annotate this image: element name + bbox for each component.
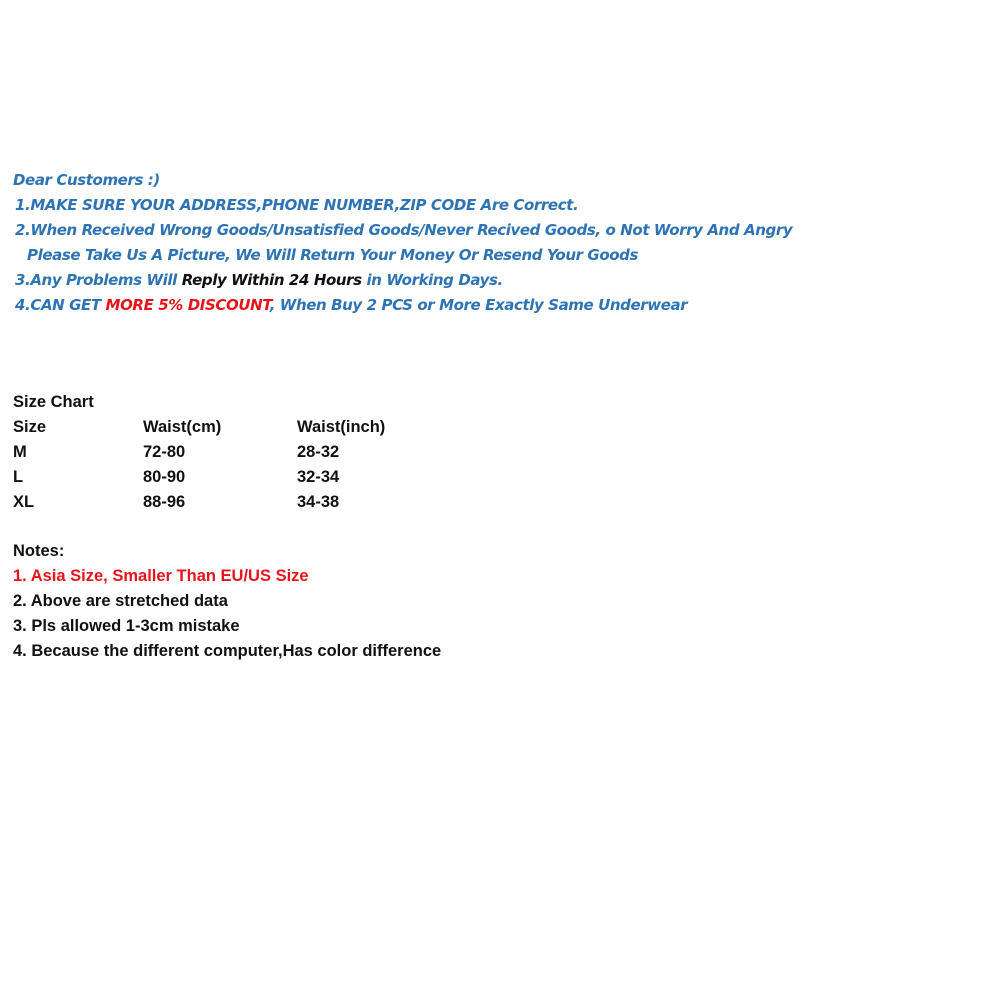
notice-item-3-text-start: 3.Any Problems Will [15,271,182,289]
header-waist-inch: Waist(inch) [297,418,386,436]
size-chart-header-row [13,415,713,440]
header-size: Size [13,418,47,436]
notice-item-4-discount: MORE 5% DISCOUNT [105,296,270,314]
notice-greeting: Dear Customers :) [13,171,160,189]
notes-title: Notes: [13,542,65,560]
waist-inch-cell: 28-32 [297,443,340,461]
note-item-2: 2. Above are stretched data [13,592,228,610]
waist-cm-cell: 88-96 [143,493,186,511]
notice-item-4-text-start: 4.CAN GET [15,296,106,314]
waist-inch-cell: 32-34 [297,468,340,486]
notice-item-3-text-end: in Working Days. [361,271,503,289]
notice-item-3-highlight: Reply Within 24 Hours [181,271,362,289]
notes-section [13,539,713,664]
size-cell: XL [13,493,35,511]
notice-item-2-line-2: Please Take Us A Picture, We Will Return Your Money Or Resend Your Goods [27,246,639,264]
size-row-xl [13,490,713,515]
notice-item-4-text-end: , When Buy 2 PCS or More Exactly Same Underwear [269,296,688,314]
size-row-m [13,440,713,465]
size-cell: M [13,443,27,461]
notice-item-4 [13,293,973,318]
note-item-4: 4. Because the different computer,Has color difference [13,642,442,660]
notice-item-2-line-1: 2.When Received Wrong Goods/Unsatisfied Goods/Never Recived Goods, o Not Worry And Angry [15,221,793,239]
note-item-1: 1. Asia Size, Smaller Than EU/US Size [13,567,309,585]
size-row-l [13,465,713,490]
size-cell: L [13,468,24,486]
size-chart [13,390,713,515]
waist-inch-cell: 34-38 [297,493,340,511]
notice-item-3 [13,268,973,293]
waist-cm-cell: 72-80 [143,443,186,461]
waist-cm-cell: 80-90 [143,468,186,486]
note-item-3: 3. Pls allowed 1-3cm mistake [13,617,240,635]
customer-notice [13,168,973,318]
notice-item-1: 1.MAKE SURE YOUR ADDRESS,PHONE NUMBER,ZIP CODE Are Correct. [15,196,579,214]
header-waist-cm: Waist(cm) [143,418,222,436]
size-chart-title: Size Chart [13,393,94,411]
